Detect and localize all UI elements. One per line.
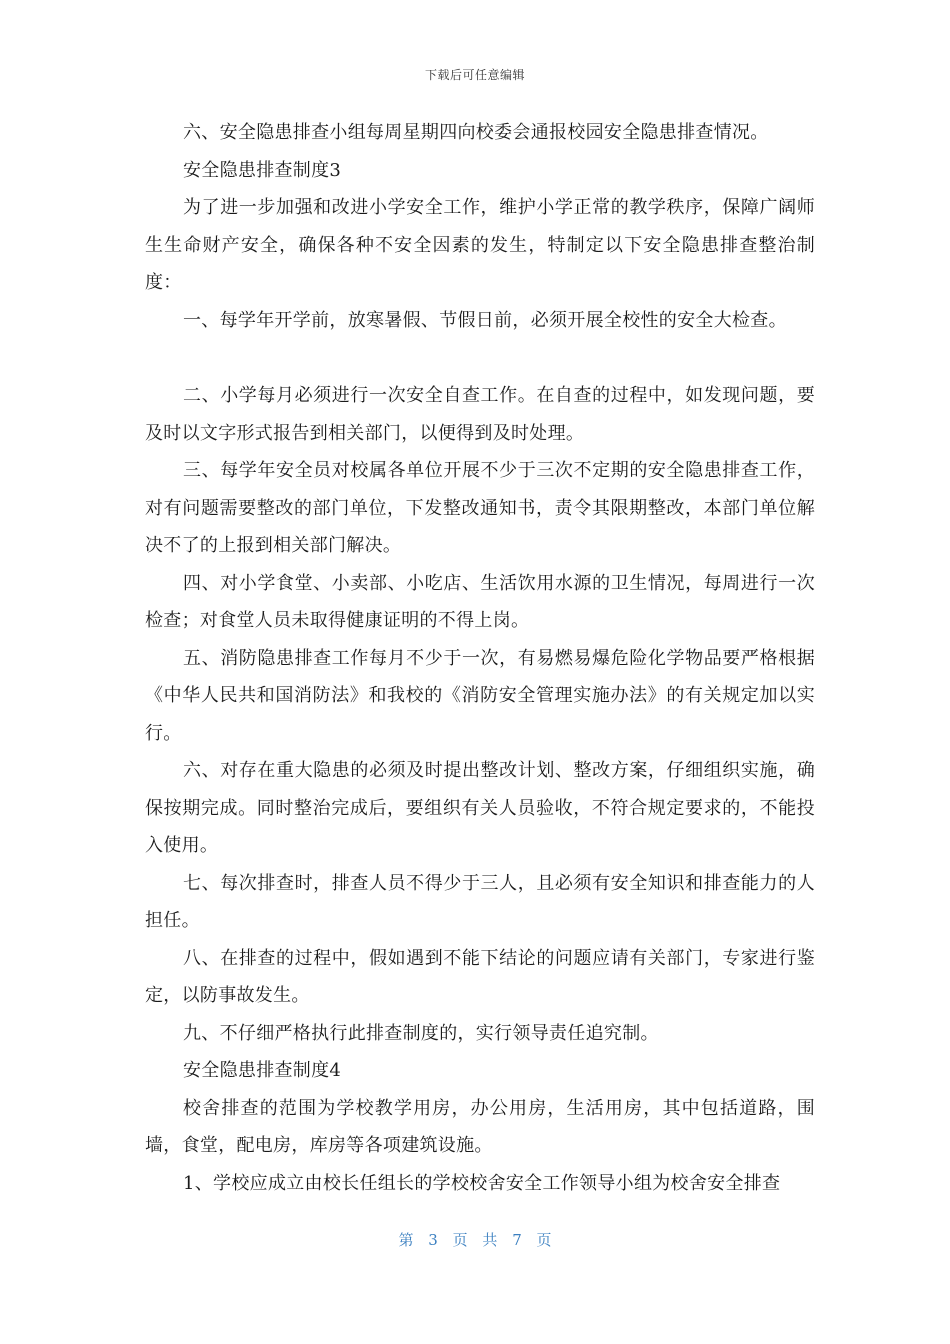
page-unit: 页 (452, 1231, 468, 1249)
paragraph: 四、对小学食堂、小卖部、小吃店、生活饮用水源的卫生情况，每周进行一次检查；对食堂人员未取得健康证明的不得上岗。 (145, 572, 815, 631)
page-header: 下载后可任意编辑 (424, 68, 525, 82)
paragraph: 五、消防隐患排查工作每月不少于一次，有易燃易爆危险化学物品要严格根据《中华人民共和国消防法》和我校的《消防安全管理实施办法》的有关规定加以实行。 (145, 647, 815, 744)
total-unit: 页 (536, 1231, 552, 1249)
paragraph: 二、小学每月必须进行一次安全自查工作。在自查的过程中，如发现问题，要及时以文字形式报告到相关部门，以便得到及时处理。 (145, 385, 815, 444)
total-page-number: 7 (512, 1231, 522, 1249)
paragraph: 六、对存在重大隐患的必须及时提出整改计划、整改方案，仔细组织实施，确保按期完成。同时整治完成后，要组织有关人员验收，不符合规定要求的，不能投入使用。 (145, 760, 815, 856)
paragraph: 一、每学年开学前，放寒暑假、节假日前，必须开展全校性的安全大检查。 (183, 309, 787, 331)
section-heading: 安全隐患排查制度4 (183, 1060, 342, 1081)
page-footer (0, 1229, 950, 1250)
paragraph: 七、每次排查时，排查人员不得少于三人，且必须有安全知识和排查能力的人担任。 (145, 872, 815, 931)
paragraph: 校舍排查的范围为学校教学用房，办公用房，生活用房，其中包括道路，围墙，食堂，配电房，库房等各项建筑设施。 (145, 1097, 815, 1156)
paragraph: 三、每学年安全员对校属各单位开展不少于三次不定期的安全隐患排查工作，对有问题需要整改的部门单位，下发整改通知书，责令其限期整改，本部门单位解决不了的上报到相关部门解决。 (145, 460, 815, 556)
paragraph: 为了进一步加强和改进小学安全工作，维护小学正常的教学秩序，保障广阔师生生命财产安全，确保各种不安全因素的发生，特制定以下安全隐患排查整治制度： (145, 197, 815, 293)
paragraph: 六、安全隐患排查小组每周星期四向校委会通报校园安全隐患排查情况。 (183, 122, 769, 143)
paragraph: 九、不仔细严格执行此排查制度的，实行领导责任追究制。 (183, 1022, 659, 1044)
paragraph: 八、在排查的过程中，假如遇到不能下结论的问题应请有关部门，专家进行鉴定，以防事故发生。 (145, 947, 815, 1006)
current-page-number: 3 (428, 1231, 438, 1249)
paragraph: 1、学校应成立由校长任组长的学校校舍安全工作领导小组为校舍安全排查 (183, 1172, 781, 1194)
total-label: 共 (482, 1231, 498, 1249)
page-label: 第 (398, 1231, 414, 1249)
section-heading: 安全隐患排查制度3 (183, 159, 342, 181)
document-body (145, 114, 815, 1202)
